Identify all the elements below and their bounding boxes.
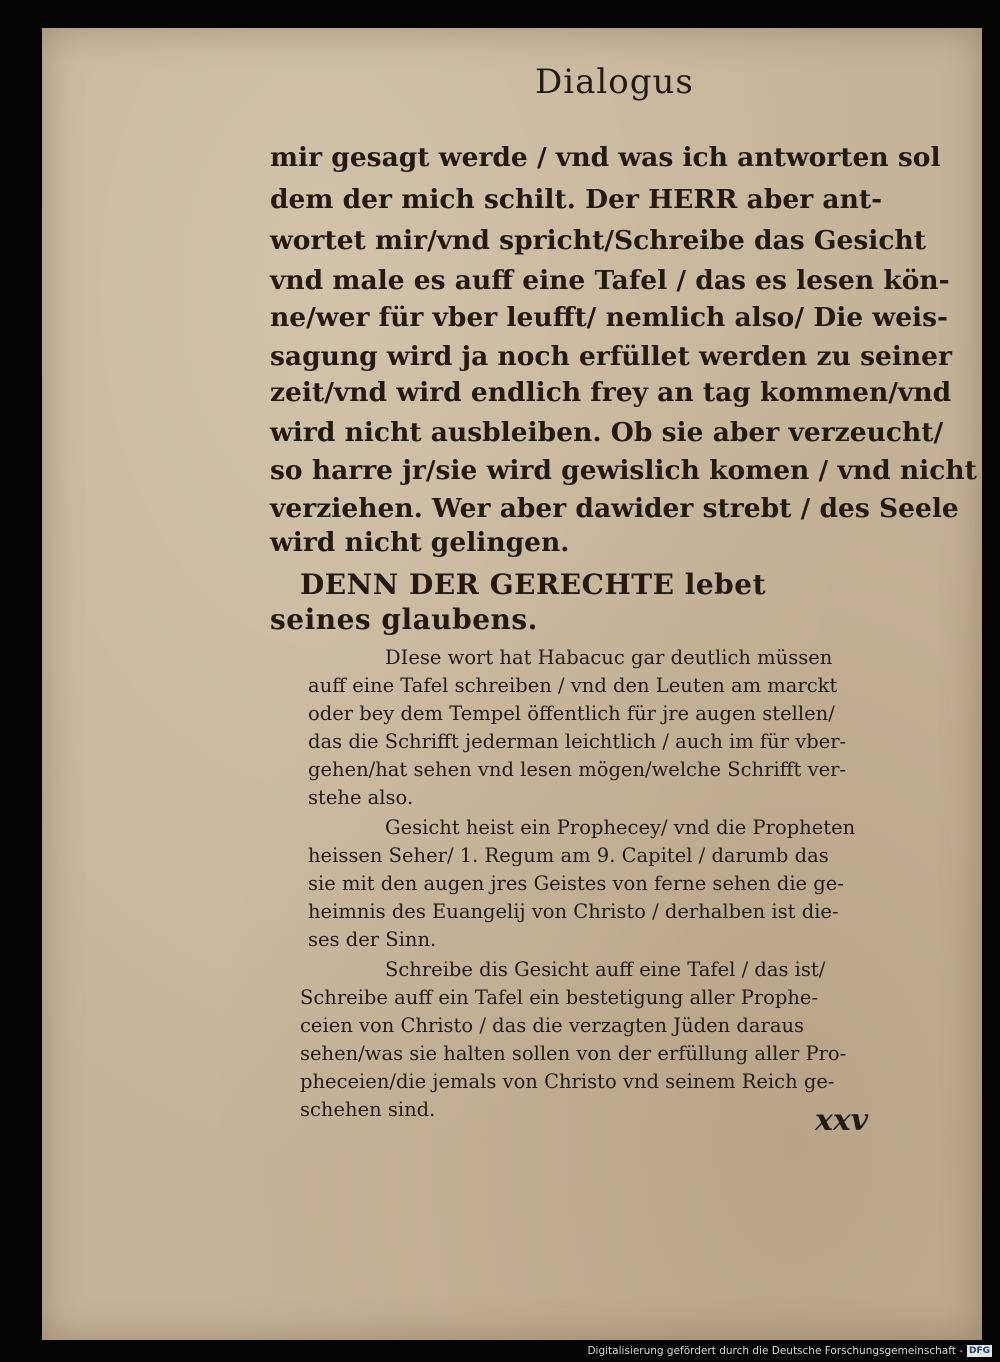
text-line: oder bey dem Tempel öffentlich für jre augen stellen/ xyxy=(308,702,835,725)
text-line: schehen sind. xyxy=(300,1098,436,1121)
text-line: Gesicht heist ein Prophecey/ vnd die Propheten xyxy=(385,816,856,839)
text-line: Schreibe auff ein Tafel ein bestetigung aller Prophe- xyxy=(300,986,819,1009)
text-line: mir gesagt werde / vnd was ich antworten sol xyxy=(270,142,941,173)
text-line: gehen/hat sehen vnd lesen mögen/welche Schrifft ver- xyxy=(308,758,847,781)
text-line: sie mit den augen jres Geistes von ferne sehen die ge- xyxy=(308,872,844,895)
dfg-logo-icon: DFG xyxy=(968,1346,990,1356)
text-line: ses der Sinn. xyxy=(308,928,437,951)
text-line: ne/wer für vber leufft/ nemlich also/ Die weis- xyxy=(270,302,949,333)
text-line: sagung wird ja noch erfüllet werden zu seiner xyxy=(270,341,952,372)
text-line: stehe also. xyxy=(308,786,414,809)
text-line: DIese wort hat Habacuc gar deutlich müssen xyxy=(385,646,833,669)
digitization-footer xyxy=(587,1344,992,1358)
footer-credit: Digitalisierung gefördert durch die Deutsche Forschungsgemeinschaft - xyxy=(587,1345,963,1357)
text-line: ceien von Christo / das die verzagten Jüden daraus xyxy=(300,1014,805,1037)
text-line: pheceien/die jemals von Christo vnd seinem Reich ge- xyxy=(300,1070,835,1093)
running-title: Dialogus xyxy=(535,62,694,102)
text-line: zeit/vnd wird endlich frey an tag kommen/vnd xyxy=(270,377,952,408)
text-line: auff eine Tafel schreiben / vnd den Leuten am marckt xyxy=(308,674,838,697)
text-line: heimnis des Euangelij von Christo / derhalben ist die- xyxy=(308,900,839,923)
text-line: heissen Seher/ 1. Regum am 9. Capitel / darumb das xyxy=(308,844,829,867)
section-heading: DENN DER GERECHTE lebet xyxy=(300,568,767,601)
text-line: wortet mir/vnd spricht/Schreibe das Gesicht xyxy=(270,225,926,256)
section-heading: seines glaubens. xyxy=(270,603,538,636)
text-line: vnd male es auff eine Tafel / das es lesen kön- xyxy=(270,265,950,296)
text-line: verziehen. Wer aber dawider strebt / des Seele xyxy=(270,493,959,524)
folio-mark: xxv xyxy=(815,1103,869,1138)
text-line: so harre jr/sie wird gewislich komen / vnd nicht xyxy=(270,455,977,486)
text-line: dem der mich schilt. Der HERR aber ant- xyxy=(270,184,883,215)
text-line: Schreibe dis Gesicht auff eine Tafel / das ist/ xyxy=(385,958,826,981)
text-line: wird nicht ausbleiben. Ob sie aber verzeucht/ xyxy=(270,417,944,448)
text-line: wird nicht gelingen. xyxy=(270,527,570,558)
text-line: sehen/was sie halten sollen von der erfüllung aller Pro- xyxy=(300,1042,847,1065)
text-line: das die Schrifft jederman leichtlich / auch im für vber- xyxy=(308,730,847,753)
